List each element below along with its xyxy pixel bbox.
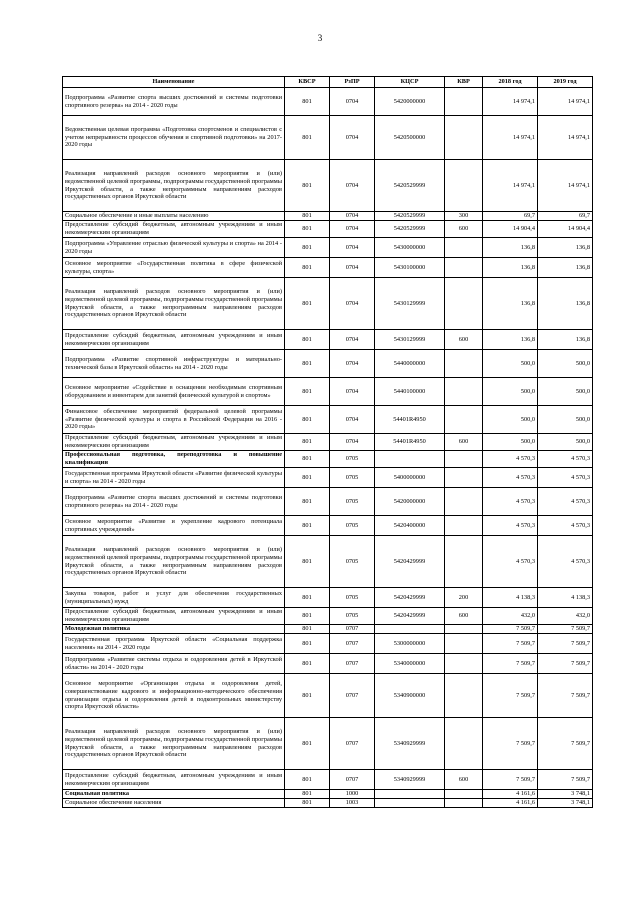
row-rzpr: 0707 — [330, 718, 375, 770]
row-2018: 7 509,7 — [483, 770, 538, 790]
table-row — [63, 799, 593, 808]
row-2018: 136,8 — [483, 278, 538, 330]
row-kvr: 600 — [445, 770, 483, 790]
header-2018: 2018 год — [483, 77, 538, 88]
row-kcsr: 5340000000 — [375, 654, 445, 674]
table-row — [63, 406, 593, 434]
row-kvr — [445, 488, 483, 516]
row-2018: 7 509,7 — [483, 634, 538, 654]
row-rzpr: 0704 — [330, 221, 375, 238]
row-kcsr: 5420000000 — [375, 88, 445, 116]
row-kvsr: 801 — [285, 718, 330, 770]
table-row — [63, 212, 593, 221]
row-2019: 14 974,1 — [538, 116, 593, 160]
row-2019: 3 748,1 — [538, 799, 593, 808]
row-rzpr: 1003 — [330, 799, 375, 808]
row-name: Подпрограмма «Развитие спорта высших достижений и системы подготовки спортивного резерва» на 2014 - 2020 годы — [63, 488, 285, 516]
row-2019: 4 570,3 — [538, 488, 593, 516]
row-rzpr: 0704 — [330, 88, 375, 116]
row-2019: 14 974,1 — [538, 160, 593, 212]
table-row — [63, 350, 593, 378]
row-kvsr: 801 — [285, 160, 330, 212]
row-2019: 136,8 — [538, 238, 593, 258]
row-kcsr: 5340929999 — [375, 718, 445, 770]
row-kcsr — [375, 799, 445, 808]
table-header-row — [63, 77, 593, 88]
row-kvsr: 801 — [285, 221, 330, 238]
row-kcsr: 5400000000 — [375, 468, 445, 488]
row-kvr — [445, 790, 483, 799]
row-kcsr: 5420529999 — [375, 221, 445, 238]
row-kvsr: 801 — [285, 790, 330, 799]
row-kvsr: 801 — [285, 608, 330, 625]
row-kcsr: 5340900000 — [375, 674, 445, 718]
row-rzpr: 0705 — [330, 588, 375, 608]
row-2019: 4 570,3 — [538, 536, 593, 588]
header-2019: 2019 год — [538, 77, 593, 88]
row-kvsr: 801 — [285, 278, 330, 330]
row-kvsr: 801 — [285, 451, 330, 468]
row-kvsr: 801 — [285, 88, 330, 116]
row-name: Закупка товаров, работ и услуг для обеспечения государственных (муниципальных) нужд — [63, 588, 285, 608]
row-kvsr: 801 — [285, 378, 330, 406]
row-name: Финансовое обеспечение мероприятий федеральной целевой программы «Развитие физической культуры и спорта в Российской Федерации на 2016 - 2020 годы» — [63, 406, 285, 434]
row-kvr: 600 — [445, 434, 483, 451]
row-kvr — [445, 258, 483, 278]
row-kvsr: 801 — [285, 212, 330, 221]
row-kvr — [445, 88, 483, 116]
table-row — [63, 516, 593, 536]
row-rzpr: 0707 — [330, 674, 375, 718]
row-2019: 69,7 — [538, 212, 593, 221]
row-rzpr: 0704 — [330, 278, 375, 330]
row-name: Государственная программа Иркутской области «Развитие физической культуры и спорта» на 2014 - 2020 годы — [63, 468, 285, 488]
row-rzpr: 0705 — [330, 536, 375, 588]
row-kvr: 600 — [445, 221, 483, 238]
row-kvsr: 801 — [285, 488, 330, 516]
table-row — [63, 221, 593, 238]
row-2018: 500,0 — [483, 378, 538, 406]
row-rzpr: 0704 — [330, 350, 375, 378]
row-name: Основное мероприятие «Государственная политика в сфере физической культуры, спорта» — [63, 258, 285, 278]
row-kvr — [445, 674, 483, 718]
table-row — [63, 588, 593, 608]
row-2018: 136,8 — [483, 238, 538, 258]
row-kvsr: 801 — [285, 330, 330, 350]
row-name: Социальная политика — [63, 790, 285, 799]
row-name: Профессиональная подготовка, переподготовка и повышение квалификации — [63, 451, 285, 468]
row-kcsr: 5420529999 — [375, 160, 445, 212]
row-2018: 4 161,6 — [483, 799, 538, 808]
table-row — [63, 488, 593, 516]
row-2018: 14 974,1 — [483, 88, 538, 116]
row-kvr — [445, 625, 483, 634]
row-2018: 69,7 — [483, 212, 538, 221]
row-kvsr: 801 — [285, 799, 330, 808]
row-2018: 4 570,3 — [483, 468, 538, 488]
row-kvr: 600 — [445, 608, 483, 625]
row-kcsr: 5420500000 — [375, 116, 445, 160]
row-2019: 136,8 — [538, 258, 593, 278]
table-row — [63, 116, 593, 160]
row-2019: 7 509,7 — [538, 770, 593, 790]
row-kvsr: 801 — [285, 674, 330, 718]
header-rzpr: РзПР — [330, 77, 375, 88]
row-name: Реализация направлений расходов основного мероприятия и (или) ведомственной целевой программы, подпрограммы государственной программы Иркутской области, а также непрограммным направлениям расходов государственных органов Иркутской области — [63, 278, 285, 330]
row-2019: 3 748,1 — [538, 790, 593, 799]
row-kvsr: 801 — [285, 654, 330, 674]
row-name: Ведомственная целевая программа «Подготовка спортсменов и специалистов с учетом непрерывности процессов обучения и спортивной подготовки» на 2017-2020 годы — [63, 116, 285, 160]
row-rzpr: 0704 — [330, 378, 375, 406]
row-2018: 500,0 — [483, 434, 538, 451]
row-kvsr: 801 — [285, 588, 330, 608]
header-kvr: КВР — [445, 77, 483, 88]
table-row — [63, 536, 593, 588]
row-kvr: 600 — [445, 330, 483, 350]
row-kvsr: 801 — [285, 516, 330, 536]
row-kvr — [445, 451, 483, 468]
row-kcsr: 5420529999 — [375, 212, 445, 221]
row-2018: 7 509,7 — [483, 718, 538, 770]
row-2019: 432,0 — [538, 608, 593, 625]
row-2019: 7 509,7 — [538, 625, 593, 634]
row-kvsr: 801 — [285, 770, 330, 790]
row-rzpr: 0704 — [330, 434, 375, 451]
row-kvr — [445, 238, 483, 258]
row-rzpr: 0704 — [330, 330, 375, 350]
row-2019: 7 509,7 — [538, 634, 593, 654]
row-2018: 14 974,1 — [483, 116, 538, 160]
row-name: Молодежная политика — [63, 625, 285, 634]
row-kcsr: 5340929999 — [375, 770, 445, 790]
row-kcsr: 5430129999 — [375, 278, 445, 330]
row-kvr — [445, 634, 483, 654]
row-kvsr: 801 — [285, 350, 330, 378]
row-kcsr: 5440000000 — [375, 350, 445, 378]
row-kcsr: 54401R4950 — [375, 434, 445, 451]
row-rzpr: 0705 — [330, 516, 375, 536]
row-kvsr: 801 — [285, 258, 330, 278]
row-rzpr: 0704 — [330, 258, 375, 278]
page-number: 3 — [317, 33, 323, 43]
row-kvr — [445, 468, 483, 488]
row-2018: 136,8 — [483, 330, 538, 350]
row-kvsr: 801 — [285, 238, 330, 258]
row-kvsr: 801 — [285, 434, 330, 451]
row-name: Предоставление субсидий бюджетным, автономным учреждениям и иным некоммерческим организациям — [63, 608, 285, 625]
row-name: Основное мероприятие «Организация отдыха и оздоровления детей, совершенствование кадрового и информационно-методического обеспечения организации отдыха и оздоровления детей в подконтрольных министерству спорта Иркутской области» — [63, 674, 285, 718]
budget-table — [62, 76, 593, 808]
row-kvr: 300 — [445, 212, 483, 221]
row-2018: 7 509,7 — [483, 674, 538, 718]
table-row — [63, 654, 593, 674]
row-kvr — [445, 350, 483, 378]
table-row — [63, 770, 593, 790]
row-rzpr: 0705 — [330, 468, 375, 488]
table-row — [63, 330, 593, 350]
row-rzpr: 0707 — [330, 634, 375, 654]
row-kcsr: 5420429999 — [375, 608, 445, 625]
row-2019: 14 974,1 — [538, 88, 593, 116]
row-kvr — [445, 116, 483, 160]
row-rzpr: 0704 — [330, 160, 375, 212]
row-kcsr: 5420000000 — [375, 488, 445, 516]
row-kcsr: 5430100000 — [375, 258, 445, 278]
row-kvsr: 801 — [285, 634, 330, 654]
header-kvsr: КВСР — [285, 77, 330, 88]
row-rzpr: 0704 — [330, 406, 375, 434]
row-2018: 4 570,3 — [483, 536, 538, 588]
row-kvr — [445, 378, 483, 406]
row-name: Реализация направлений расходов основного мероприятия и (или) ведомственной целевой программы, подпрограммы государственной программы Иркутской области, а также непрограммным направлениям расходов государственных органов Иркутской области — [63, 536, 285, 588]
row-2018: 4 138,3 — [483, 588, 538, 608]
row-kvsr: 801 — [285, 536, 330, 588]
row-kcsr — [375, 625, 445, 634]
table-row — [63, 608, 593, 625]
row-name: Подпрограмма «Управление отраслью физической культуры и спорта» на 2014 - 2020 годы — [63, 238, 285, 258]
row-rzpr: 0704 — [330, 116, 375, 160]
row-2018: 136,8 — [483, 258, 538, 278]
table-row — [63, 718, 593, 770]
row-kvr — [445, 278, 483, 330]
row-rzpr: 0704 — [330, 212, 375, 221]
row-2019: 4 570,3 — [538, 516, 593, 536]
row-kcsr: 5420400000 — [375, 516, 445, 536]
row-kcsr: 5440100000 — [375, 378, 445, 406]
row-2019: 4 138,3 — [538, 588, 593, 608]
row-2018: 432,0 — [483, 608, 538, 625]
row-name: Подпрограмма «Развитие спорта высших достижений и системы подготовки спортивного резерва» на 2014 - 2020 годы — [63, 88, 285, 116]
row-rzpr: 0707 — [330, 654, 375, 674]
row-kvr — [445, 654, 483, 674]
row-2018: 14 974,1 — [483, 160, 538, 212]
row-2018: 500,0 — [483, 406, 538, 434]
row-2019: 500,0 — [538, 378, 593, 406]
row-2018: 4 570,3 — [483, 488, 538, 516]
row-name: Основное мероприятие «Развитие и укрепление кадрового потенциала спортивных учреждений» — [63, 516, 285, 536]
row-name: Социальное обеспечение населения — [63, 799, 285, 808]
table-row — [63, 238, 593, 258]
row-name: Предоставление субсидий бюджетным, автономным учреждениям и иным некоммерческим организациям — [63, 434, 285, 451]
row-2018: 500,0 — [483, 350, 538, 378]
row-2019: 500,0 — [538, 350, 593, 378]
row-2019: 4 570,3 — [538, 451, 593, 468]
row-2018: 14 904,4 — [483, 221, 538, 238]
row-kcsr: 5420429999 — [375, 536, 445, 588]
table-row — [63, 434, 593, 451]
row-name: Подпрограмма «Развитие системы отдыха и оздоровления детей в Иркутской области» на 2014 - 2020 годы — [63, 654, 285, 674]
table-row — [63, 258, 593, 278]
row-2018: 7 509,7 — [483, 625, 538, 634]
row-2019: 7 509,7 — [538, 674, 593, 718]
row-kvr: 200 — [445, 588, 483, 608]
header-name: Наименование — [63, 77, 285, 88]
table-row — [63, 674, 593, 718]
table-row — [63, 634, 593, 654]
row-2019: 4 570,3 — [538, 468, 593, 488]
row-rzpr: 1000 — [330, 790, 375, 799]
row-2018: 4 570,3 — [483, 451, 538, 468]
table-row — [63, 468, 593, 488]
row-kvr — [445, 406, 483, 434]
row-kvr — [445, 160, 483, 212]
row-2019: 7 509,7 — [538, 718, 593, 770]
table-body — [63, 88, 593, 808]
row-kvsr: 801 — [285, 116, 330, 160]
row-2019: 500,0 — [538, 406, 593, 434]
row-name: Предоставление субсидий бюджетным, автономным учреждениям и иным некоммерческим организациям — [63, 770, 285, 790]
table-row — [63, 625, 593, 634]
row-kvr — [445, 718, 483, 770]
row-name: Социальное обеспечение и иные выплаты населению — [63, 212, 285, 221]
row-kvr — [445, 799, 483, 808]
row-2018: 4 570,3 — [483, 516, 538, 536]
row-kcsr — [375, 451, 445, 468]
row-name: Предоставление субсидий бюджетным, автономным учреждениям и иным некоммерческим организациям — [63, 330, 285, 350]
row-kvsr: 801 — [285, 625, 330, 634]
table-row — [63, 451, 593, 468]
table-row — [63, 278, 593, 330]
row-kcsr: 5430129999 — [375, 330, 445, 350]
row-rzpr: 0707 — [330, 625, 375, 634]
row-rzpr: 0707 — [330, 770, 375, 790]
row-name: Реализация направлений расходов основного мероприятия и (или) ведомственной целевой программы, подпрограммы государственной программы Иркутской области, а также непрограммным направлениям расходов государственных органов Иркутской области — [63, 718, 285, 770]
row-kcsr: 54401R4950 — [375, 406, 445, 434]
header-kcsr: КЦСР — [375, 77, 445, 88]
row-2019: 14 904,4 — [538, 221, 593, 238]
row-name: Реализация направлений расходов основного мероприятия и (или) ведомственной целевой программы, подпрограммы государственной программы Иркутской области, а также непрограммным направлениям расходов государственных органов Иркутской области — [63, 160, 285, 212]
row-rzpr: 0705 — [330, 608, 375, 625]
table-row — [63, 790, 593, 799]
row-2018: 4 161,6 — [483, 790, 538, 799]
row-rzpr: 0704 — [330, 238, 375, 258]
row-kcsr: 5430000000 — [375, 238, 445, 258]
row-kvsr: 801 — [285, 406, 330, 434]
row-name: Основное мероприятие «Содействие в оснащении необходимым спортивным оборудованием и инвентарем для занятий физической культурой и спортом» — [63, 378, 285, 406]
row-2019: 7 509,7 — [538, 654, 593, 674]
row-2018: 7 509,7 — [483, 654, 538, 674]
row-kvr — [445, 536, 483, 588]
table-row — [63, 160, 593, 212]
row-2019: 500,0 — [538, 434, 593, 451]
row-name: Предоставление субсидий бюджетным, автономным учреждениям и иным некоммерческим организациям — [63, 221, 285, 238]
row-kvsr: 801 — [285, 468, 330, 488]
row-rzpr: 0705 — [330, 488, 375, 516]
row-name: Подпрограмма «Развитие спортивной инфраструктуры и материально-технической базы в Иркутской области» на 2014 - 2020 годы — [63, 350, 285, 378]
row-name: Государственная программа Иркутской области «Социальная поддержка населения» на 2014 - 2020 годы — [63, 634, 285, 654]
row-kcsr: 5420429999 — [375, 588, 445, 608]
table-row — [63, 378, 593, 406]
row-kcsr — [375, 790, 445, 799]
table-row — [63, 88, 593, 116]
row-kcsr: 5300000000 — [375, 634, 445, 654]
row-2019: 136,8 — [538, 330, 593, 350]
row-rzpr: 0705 — [330, 451, 375, 468]
row-kvr — [445, 516, 483, 536]
row-2019: 136,8 — [538, 278, 593, 330]
